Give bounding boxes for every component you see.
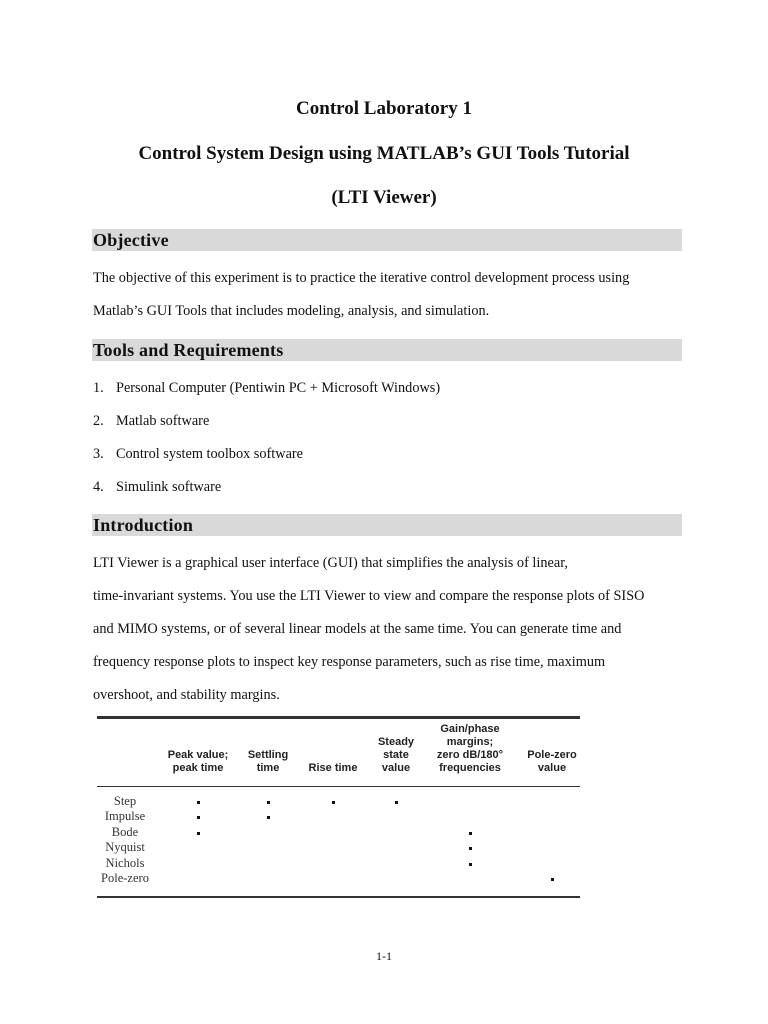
list-item [93, 413, 209, 430]
list-text: Matlab software [116, 413, 210, 429]
list-number: 1. [93, 380, 104, 396]
objective-heading-bar [92, 229, 682, 251]
intro-line-4: frequency response plots to inspect key response parameters, such as rise time, maximum [93, 654, 606, 670]
list-text: Personal Computer (Pentiwin PC + Microsoft Windows) [116, 380, 441, 396]
introduction-heading-bar [92, 514, 682, 536]
tools-heading-bar [92, 339, 682, 361]
table-column-header: Pole-zero value [527, 749, 577, 774]
list-number: 2. [93, 413, 104, 429]
list-text: Simulink software [116, 479, 222, 495]
table-mark [395, 801, 398, 804]
table-column-header: Settling time [247, 749, 289, 774]
table-mark [469, 863, 472, 866]
intro-line-5: overshoot, and stability margins. [93, 687, 280, 703]
table-mark [197, 816, 200, 819]
table-row-label: Pole-zero [101, 871, 149, 885]
table-mark [551, 878, 554, 881]
table-column-header: Peak value; peak time [167, 749, 229, 774]
table-mark [267, 801, 270, 804]
table-column-header: Steady state value [377, 736, 415, 774]
intro-line-1: LTI Viewer is a graphical user interface (GUI) that simplifies the analysis of linear, [93, 555, 568, 571]
table-header-rule [97, 786, 580, 787]
table-bottom-rule [97, 896, 580, 898]
table-top-rule [97, 716, 580, 719]
introduction-heading: Introduction [93, 515, 194, 535]
table-row-label: Impulse [104, 809, 146, 824]
table-column-header: Gain/phase margins; zero dB/180° frequencies [436, 723, 504, 774]
list-text: Control system toolbox software [116, 446, 304, 462]
page-number: 1-1 [376, 949, 392, 963]
list-item [93, 446, 303, 463]
document-title: Control Laboratory 1 [296, 98, 472, 119]
list-number: 3. [93, 446, 104, 462]
intro-line-2: time-invariant systems. You use the LTI Viewer to view and compare the response plots of SISO [93, 588, 645, 604]
table-mark [332, 801, 335, 804]
table-mark [469, 832, 472, 835]
table-row-label: Step [113, 794, 137, 808]
objective-line-1: The objective of this experiment is to practice the iterative control development process using [93, 270, 630, 286]
tools-heading: Tools and Requirements [93, 340, 284, 360]
table-mark [267, 816, 270, 819]
table-mark [469, 847, 472, 850]
table-row-label: Nichols [105, 855, 145, 870]
table-column-header: Rise time [308, 762, 358, 774]
table-mark [197, 801, 200, 804]
response-table-figure [97, 716, 582, 900]
document-subtitle-2: (LTI Viewer) [331, 187, 437, 208]
document-subtitle: Control System Design using MATLAB’s GUI Tools Tutorial [138, 143, 630, 164]
objective-heading: Objective [93, 230, 169, 250]
table-row-label: Nyquist [105, 840, 145, 855]
objective-line-2: Matlab’s GUI Tools that includes modeling, analysis, and simulation. [93, 303, 490, 319]
table-mark [197, 832, 200, 835]
table-row-label: Bode [111, 824, 139, 839]
list-item [93, 479, 221, 496]
intro-line-3: and MIMO systems, or of several linear models at the same time. You can generate time and [93, 621, 622, 637]
list-item [93, 380, 440, 397]
list-number: 4. [93, 479, 104, 495]
